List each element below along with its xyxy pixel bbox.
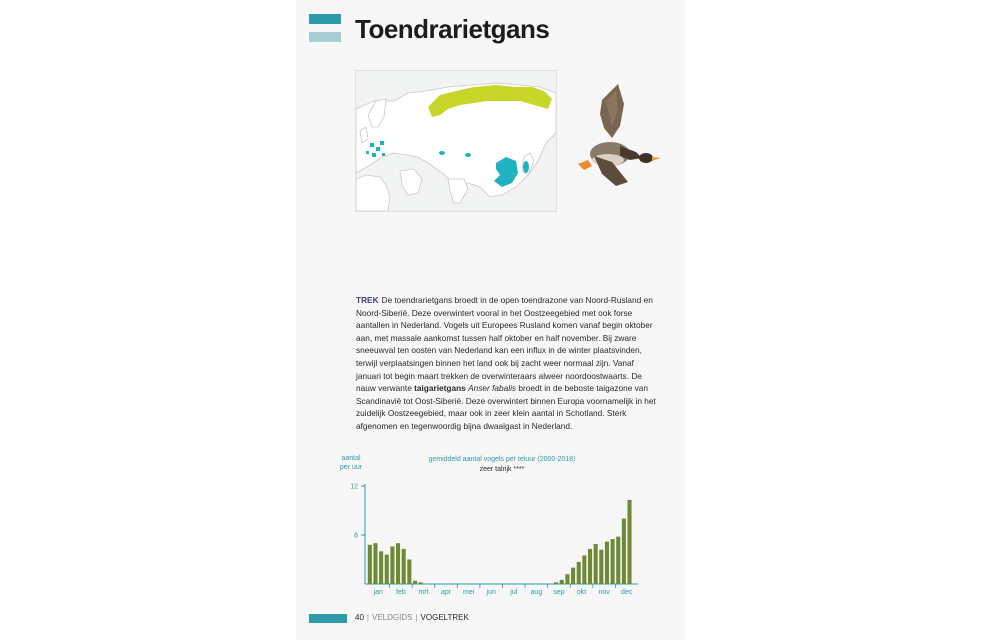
chart-x-tick-label: jan xyxy=(373,589,383,596)
chart-x-tick-label: sep xyxy=(553,589,565,596)
footer-section: VELDGIDS xyxy=(371,613,413,622)
chart-bar xyxy=(554,582,558,584)
chart-subtitle: zeer talrijk **** xyxy=(479,466,525,473)
chart-bar xyxy=(402,549,406,584)
title-accent-bar-light xyxy=(309,32,341,42)
chart-bar xyxy=(368,545,372,584)
migration-chart xyxy=(330,476,650,602)
chart-bar xyxy=(588,549,592,584)
chart-bar xyxy=(419,582,423,584)
chart-title: gemiddeld aantal vogels per teluur (2000-2018) xyxy=(428,456,576,463)
chart-x-tick-label: jul xyxy=(510,589,518,596)
chart-bar xyxy=(627,500,631,584)
latin-name: Anser fabalis xyxy=(468,383,517,394)
chart-bar xyxy=(599,550,603,584)
chart-bar xyxy=(379,551,383,584)
chart-bar xyxy=(396,543,400,584)
distribution-map xyxy=(355,70,557,212)
chart-x-tick-label: okt xyxy=(576,589,587,596)
chart-x-tick-label: apr xyxy=(440,589,452,596)
chart-bar xyxy=(560,580,564,584)
chart-bar xyxy=(571,568,575,584)
footer-accent-bar xyxy=(309,614,347,623)
chart-y-tick-label: 6 xyxy=(354,532,358,540)
paragraph-part-2: broedt in de beboste taigazone van Scandinavië tot Oost-Siberië. Deze overwintert binnen Europa voornamelijk in het zuidelijk Oostzeegebied, maar ook in zeer klein aantal in Schotland. Sterk afgenomen en tegenwoordig bijna dwaalgast in Nederland. xyxy=(356,383,656,431)
goose-feet xyxy=(578,160,592,170)
title-accent-bar-dark xyxy=(309,14,341,24)
paragraph-part-1: De toendrarietgans broedt in de open toendrazone van Noord-Rusland en Noord-Siberië. Deze overwintert vooral in het Oostzeegebied met ook forse aantallen in Nederland. Vogels uit Europees Rusland komen vanaf begin oktober aan, met massale aankomst tussen half oktober en half november. Bij zware sneeuwval ten oosten van Nederland kan een influx in de winter plaatsvinden, terwijl verplaatsingen binnen het land ook bij zacht weer normaal zijn. Vanaf januari tot begin maart trekken de overwinteraars alweer noordoostwaarts. De nauw verwante xyxy=(356,295,653,394)
body-text xyxy=(356,294,656,433)
chart-x-tick-label: mrt xyxy=(418,589,429,596)
goose-bill xyxy=(652,157,661,161)
chart-x-tick-label: feb xyxy=(396,589,406,596)
chart-x-tick-label: jun xyxy=(486,589,496,596)
chart-bar xyxy=(594,544,598,584)
chart-bar xyxy=(390,546,394,584)
chart-ylabel-line1: aantal xyxy=(341,455,361,462)
chart-bar xyxy=(577,562,581,584)
chart-bar xyxy=(616,537,620,584)
chart-bar xyxy=(622,519,626,584)
chart-x-tick-label: mei xyxy=(462,589,475,596)
page-number: 40 xyxy=(355,613,364,622)
chart-x-tick-label: dec xyxy=(621,589,633,596)
section-label: TREK xyxy=(356,295,379,305)
chart-x-tick-label: nov xyxy=(598,589,610,596)
chart-bar xyxy=(373,543,377,584)
chart-bar xyxy=(582,555,586,584)
chart-bar xyxy=(413,581,417,584)
goose-head xyxy=(639,153,653,163)
chart-ylabel-line2: per uur xyxy=(339,464,363,471)
chart-bar xyxy=(385,555,389,584)
chart-bar xyxy=(407,560,411,585)
chart-bar xyxy=(605,542,609,584)
chart-bar xyxy=(565,574,569,584)
map-wintering-japan xyxy=(523,161,529,173)
related-species-name: taigarietgans xyxy=(414,383,466,394)
page-footer: 40 | VELDGIDS | VOGELTREK xyxy=(355,613,469,622)
page-title: Toendrarietgans xyxy=(355,14,550,44)
chart-bar xyxy=(611,539,615,584)
chart-y-tick-label: 12 xyxy=(350,483,358,491)
footer-chapter: VOGELTREK xyxy=(420,613,469,622)
chart-x-tick-label: aug xyxy=(530,589,543,596)
goose-illustration xyxy=(572,80,662,192)
